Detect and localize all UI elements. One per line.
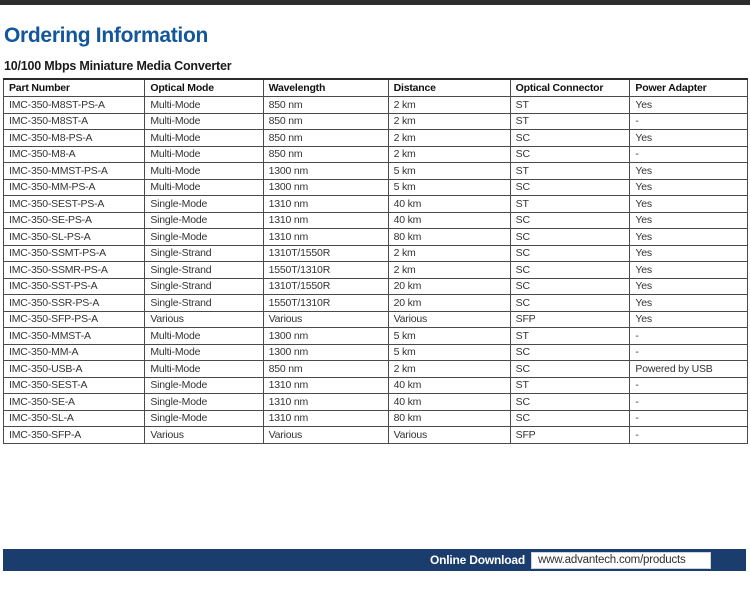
table-cell: ST — [510, 97, 630, 114]
column-header: Wavelength — [263, 79, 388, 97]
table-cell: 1310 nm — [263, 196, 388, 213]
table-cell: 850 nm — [263, 113, 388, 130]
table-cell: - — [630, 344, 748, 361]
table-cell: SC — [510, 278, 630, 295]
table-row — [4, 410, 748, 427]
table-row — [4, 229, 748, 246]
table-cell: SC — [510, 130, 630, 147]
table-row — [4, 295, 748, 312]
table-cell: IMC-350-SE-PS-A — [4, 212, 145, 229]
table-row — [4, 394, 748, 411]
table-row — [4, 278, 748, 295]
table-row — [4, 163, 748, 180]
table-cell: Multi-Mode — [145, 113, 263, 130]
table-cell: 5 km — [388, 344, 510, 361]
table-cell: Yes — [630, 262, 748, 279]
table-cell: Various — [388, 311, 510, 328]
table-cell: 850 nm — [263, 97, 388, 114]
table-cell: 80 km — [388, 410, 510, 427]
table-cell: ST — [510, 163, 630, 180]
table-cell: Yes — [630, 245, 748, 262]
table-cell: IMC-350-MM-A — [4, 344, 145, 361]
column-header: Optical Connector — [510, 79, 630, 97]
table-cell: Multi-Mode — [145, 130, 263, 147]
table-cell: SC — [510, 146, 630, 163]
table-row — [4, 146, 748, 163]
table-cell: - — [630, 394, 748, 411]
table-row — [4, 212, 748, 229]
table-cell: Powered by USB — [630, 361, 748, 378]
table-cell: IMC-350-SEST-A — [4, 377, 145, 394]
table-cell: ST — [510, 377, 630, 394]
table-cell: 20 km — [388, 278, 510, 295]
table-cell: Single-Strand — [145, 245, 263, 262]
table-cell: IMC-350-SSR-PS-A — [4, 295, 145, 312]
page-title: Ordering Information — [4, 24, 209, 47]
table-cell: SC — [510, 245, 630, 262]
table-cell: Yes — [630, 97, 748, 114]
table-cell: SFP — [510, 427, 630, 444]
table-cell: IMC-350-MMST-A — [4, 328, 145, 345]
table-cell: Single-Strand — [145, 295, 263, 312]
table-cell: 850 nm — [263, 130, 388, 147]
table-cell: ST — [510, 113, 630, 130]
table-row — [4, 344, 748, 361]
table-cell: IMC-350-M8-PS-A — [4, 130, 145, 147]
table-row — [4, 427, 748, 444]
table-cell: - — [630, 410, 748, 427]
table-cell: 1550T/1310R — [263, 295, 388, 312]
table-cell: Yes — [630, 311, 748, 328]
table-cell: 40 km — [388, 212, 510, 229]
table-cell: SFP — [510, 311, 630, 328]
table-cell: SC — [510, 229, 630, 246]
table-cell: Various — [145, 427, 263, 444]
table-cell: IMC-350-M8-A — [4, 146, 145, 163]
table-cell: 2 km — [388, 146, 510, 163]
table-row — [4, 377, 748, 394]
table-row — [4, 113, 748, 130]
table-cell: - — [630, 377, 748, 394]
table-cell: IMC-350-SL-PS-A — [4, 229, 145, 246]
table-cell: 1310 nm — [263, 410, 388, 427]
table-cell: Yes — [630, 212, 748, 229]
table-cell: IMC-350-MMST-PS-A — [4, 163, 145, 180]
table-cell: Single-Strand — [145, 278, 263, 295]
table-row — [4, 245, 748, 262]
table-cell: IMC-350-SE-A — [4, 394, 145, 411]
table-cell: 1310T/1550R — [263, 245, 388, 262]
page-subtitle: 10/100 Mbps Miniature Media Converter — [4, 59, 232, 73]
table-cell: Various — [263, 311, 388, 328]
table-cell: SC — [510, 344, 630, 361]
table-cell: 40 km — [388, 377, 510, 394]
table-cell: Yes — [630, 196, 748, 213]
table-cell: 20 km — [388, 295, 510, 312]
table-cell: Multi-Mode — [145, 146, 263, 163]
table-cell: ST — [510, 328, 630, 345]
table-cell: - — [630, 146, 748, 163]
table-cell: 2 km — [388, 262, 510, 279]
table-cell: Various — [388, 427, 510, 444]
table-row — [4, 130, 748, 147]
table-cell: IMC-350-USB-A — [4, 361, 145, 378]
table-row — [4, 328, 748, 345]
table-cell: SC — [510, 410, 630, 427]
table-cell: Single-Mode — [145, 377, 263, 394]
table-cell: - — [630, 427, 748, 444]
column-header: Distance — [388, 79, 510, 97]
table-cell: 1300 nm — [263, 344, 388, 361]
table-cell: Yes — [630, 229, 748, 246]
table-cell: IMC-350-SL-A — [4, 410, 145, 427]
table-cell: Yes — [630, 163, 748, 180]
table-cell: 1300 nm — [263, 179, 388, 196]
table-header-row — [4, 79, 748, 97]
table-cell: 1300 nm — [263, 328, 388, 345]
top-divider-bar — [0, 0, 750, 5]
table-cell: IMC-350-SST-PS-A — [4, 278, 145, 295]
table-cell: SC — [510, 212, 630, 229]
table-cell: Multi-Mode — [145, 344, 263, 361]
table-cell: 2 km — [388, 130, 510, 147]
table-row — [4, 97, 748, 114]
table-cell: Multi-Mode — [145, 97, 263, 114]
table-cell: IMC-350-M8ST-PS-A — [4, 97, 145, 114]
table-cell: 2 km — [388, 113, 510, 130]
table-cell: 1550T/1310R — [263, 262, 388, 279]
table-cell: SC — [510, 179, 630, 196]
download-url-text[interactable]: www.advantech.com/products — [538, 554, 686, 566]
footer-bar — [3, 549, 746, 571]
table-cell: IMC-350-SEST-PS-A — [4, 196, 145, 213]
table-cell: 850 nm — [263, 361, 388, 378]
table-cell: 1310 nm — [263, 394, 388, 411]
table-cell: 2 km — [388, 245, 510, 262]
table-cell: Yes — [630, 179, 748, 196]
table-cell: SC — [510, 262, 630, 279]
table-row — [4, 311, 748, 328]
column-header: Optical Mode — [145, 79, 263, 97]
table-cell: Single-Mode — [145, 410, 263, 427]
table-cell: Single-Strand — [145, 262, 263, 279]
table-cell: Various — [263, 427, 388, 444]
table-cell: Single-Mode — [145, 212, 263, 229]
table-cell: - — [630, 328, 748, 345]
table-cell: Multi-Mode — [145, 179, 263, 196]
table-cell: 5 km — [388, 328, 510, 345]
column-header: Power Adapter — [630, 79, 748, 97]
table-cell: Single-Mode — [145, 229, 263, 246]
table-cell: 850 nm — [263, 146, 388, 163]
table-cell: 1300 nm — [263, 163, 388, 180]
table-cell: 1310 nm — [263, 229, 388, 246]
table-cell: 2 km — [388, 97, 510, 114]
table-cell: Various — [145, 311, 263, 328]
column-header: Part Number — [4, 79, 145, 97]
table-cell: SC — [510, 394, 630, 411]
table-row — [4, 361, 748, 378]
table-cell: 1310 nm — [263, 212, 388, 229]
table-cell: 2 km — [388, 361, 510, 378]
table-cell: IMC-350-MM-PS-A — [4, 179, 145, 196]
table-cell: Yes — [630, 278, 748, 295]
online-download-label: Online Download — [430, 553, 525, 567]
table-cell: Multi-Mode — [145, 361, 263, 378]
table-cell: Single-Mode — [145, 196, 263, 213]
download-url-box[interactable] — [531, 552, 711, 569]
table-cell: 80 km — [388, 229, 510, 246]
table-row — [4, 179, 748, 196]
table-cell: ST — [510, 196, 630, 213]
table-cell: 5 km — [388, 163, 510, 180]
table-cell: Yes — [630, 130, 748, 147]
table-cell: SC — [510, 295, 630, 312]
table-cell: Multi-Mode — [145, 163, 263, 180]
table-cell: 40 km — [388, 394, 510, 411]
table-cell: IMC-350-SFP-PS-A — [4, 311, 145, 328]
table-row — [4, 196, 748, 213]
table-cell: Single-Mode — [145, 394, 263, 411]
table-cell: SC — [510, 361, 630, 378]
table-row — [4, 262, 748, 279]
table-cell: - — [630, 113, 748, 130]
table-cell: 40 km — [388, 196, 510, 213]
table-cell: Multi-Mode — [145, 328, 263, 345]
table-cell: 5 km — [388, 179, 510, 196]
ordering-table — [3, 78, 748, 444]
table-cell: IMC-350-SSMR-PS-A — [4, 262, 145, 279]
table-cell: IMC-350-SFP-A — [4, 427, 145, 444]
table-cell: 1310 nm — [263, 377, 388, 394]
table-cell: Yes — [630, 295, 748, 312]
table-cell: IMC-350-M8ST-A — [4, 113, 145, 130]
table-cell: 1310T/1550R — [263, 278, 388, 295]
table-cell: IMC-350-SSMT-PS-A — [4, 245, 145, 262]
